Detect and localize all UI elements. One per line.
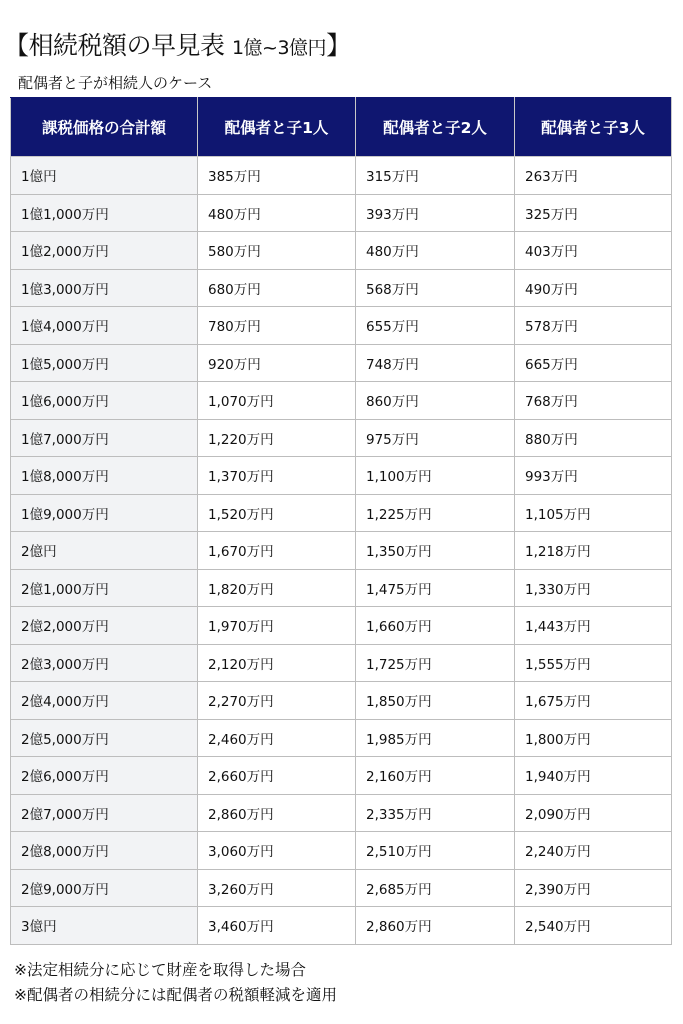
taxable-amount-cell: 1億7,000万円 — [11, 419, 198, 457]
tax-amount-cell: 975万円 — [356, 419, 515, 457]
tax-amount-cell: 860万円 — [356, 382, 515, 420]
footnote: ※配偶者の相続分には配偶者の税額軽減を適用 — [14, 986, 337, 1004]
taxable-amount-cell: 2億7,000万円 — [11, 794, 198, 832]
tax-amount-cell: 920万円 — [198, 344, 356, 382]
tax-amount-cell: 1,675万円 — [515, 682, 672, 720]
header-spouse-2-children: 配偶者と子2人 — [356, 98, 515, 157]
tax-amount-cell: 1,475万円 — [356, 569, 515, 607]
tax-amount-cell: 1,725万円 — [356, 644, 515, 682]
table-row — [11, 457, 672, 495]
table-row — [11, 269, 672, 307]
tax-amount-cell: 1,070万円 — [198, 382, 356, 420]
tax-amount-cell: 1,443万円 — [515, 607, 672, 645]
tax-amount-cell: 1,218万円 — [515, 532, 672, 570]
tax-amount-cell: 1,985万円 — [356, 719, 515, 757]
taxable-amount-cell: 1億4,000万円 — [11, 307, 198, 345]
tax-amount-cell: 3,460万円 — [198, 907, 356, 945]
tax-amount-cell: 2,160万円 — [356, 757, 515, 795]
tax-amount-cell: 568万円 — [356, 269, 515, 307]
tax-amount-cell: 1,370万円 — [198, 457, 356, 495]
header-spouse-1-child: 配偶者と子1人 — [198, 98, 356, 157]
tax-amount-cell: 1,350万円 — [356, 532, 515, 570]
tax-amount-cell: 2,270万円 — [198, 682, 356, 720]
tax-amount-cell: 263万円 — [515, 157, 672, 195]
table-row — [11, 194, 672, 232]
title-range: 1億~3億円 — [231, 37, 327, 59]
tax-amount-cell: 1,220万円 — [198, 419, 356, 457]
taxable-amount-cell: 1億3,000万円 — [11, 269, 198, 307]
tax-amount-cell: 393万円 — [356, 194, 515, 232]
tax-amount-cell: 2,540万円 — [515, 907, 672, 945]
table-row — [11, 344, 672, 382]
tax-amount-cell: 2,510万円 — [356, 832, 515, 870]
tax-amount-cell: 1,555万円 — [515, 644, 672, 682]
tax-amount-cell: 2,335万円 — [356, 794, 515, 832]
taxable-amount-cell: 1億2,000万円 — [11, 232, 198, 270]
page-title — [4, 26, 351, 62]
tax-table — [10, 97, 672, 945]
tax-amount-cell: 1,800万円 — [515, 719, 672, 757]
tax-amount-cell: 2,120万円 — [198, 644, 356, 682]
taxable-amount-cell: 2億6,000万円 — [11, 757, 198, 795]
taxable-amount-cell: 2億4,000万円 — [11, 682, 198, 720]
footnote: ※法定相続分に応じて財産を取得した場合 — [14, 961, 306, 979]
table-row — [11, 419, 672, 457]
table-row — [11, 794, 672, 832]
title-close: 】 — [326, 31, 351, 60]
tax-amount-cell: 1,970万円 — [198, 607, 356, 645]
tax-amount-cell: 578万円 — [515, 307, 672, 345]
table-row — [11, 157, 672, 195]
footnotes — [14, 958, 337, 1008]
tax-amount-cell: 1,940万円 — [515, 757, 672, 795]
tax-amount-cell: 1,670万円 — [198, 532, 356, 570]
table-row — [11, 907, 672, 945]
table-row — [11, 382, 672, 420]
taxable-amount-cell: 1億1,000万円 — [11, 194, 198, 232]
taxable-amount-cell: 1億8,000万円 — [11, 457, 198, 495]
tax-amount-cell: 780万円 — [198, 307, 356, 345]
tax-amount-cell: 2,660万円 — [198, 757, 356, 795]
tax-amount-cell: 665万円 — [515, 344, 672, 382]
tax-amount-cell: 1,100万円 — [356, 457, 515, 495]
tax-amount-cell: 1,850万円 — [356, 682, 515, 720]
taxable-amount-cell: 2億1,000万円 — [11, 569, 198, 607]
taxable-amount-cell: 2億円 — [11, 532, 198, 570]
table-caption: 配偶者と子が相続人のケース — [18, 74, 213, 92]
table-row — [11, 682, 672, 720]
tax-amount-cell: 490万円 — [515, 269, 672, 307]
table-header-row — [11, 98, 672, 157]
tax-amount-cell: 1,105万円 — [515, 494, 672, 532]
taxable-amount-cell: 1億6,000万円 — [11, 382, 198, 420]
tax-amount-cell: 1,820万円 — [198, 569, 356, 607]
tax-amount-cell: 480万円 — [198, 194, 356, 232]
tax-amount-cell: 3,260万円 — [198, 869, 356, 907]
table-row — [11, 494, 672, 532]
tax-amount-cell: 1,225万円 — [356, 494, 515, 532]
tax-amount-cell: 325万円 — [515, 194, 672, 232]
tax-amount-cell: 2,860万円 — [356, 907, 515, 945]
tax-amount-cell: 2,860万円 — [198, 794, 356, 832]
tax-amount-cell: 3,060万円 — [198, 832, 356, 870]
taxable-amount-cell: 2億3,000万円 — [11, 644, 198, 682]
table-row — [11, 832, 672, 870]
taxable-amount-cell: 2億9,000万円 — [11, 869, 198, 907]
table-row — [11, 232, 672, 270]
taxable-amount-cell: 2億2,000万円 — [11, 607, 198, 645]
table-row — [11, 307, 672, 345]
taxable-amount-cell: 2億8,000万円 — [11, 832, 198, 870]
tax-amount-cell: 403万円 — [515, 232, 672, 270]
table-row — [11, 607, 672, 645]
table-row — [11, 757, 672, 795]
table-row — [11, 569, 672, 607]
header-spouse-3-children: 配偶者と子3人 — [515, 98, 672, 157]
tax-amount-cell: 2,090万円 — [515, 794, 672, 832]
header-taxable-total: 課税価格の合計額 — [11, 98, 198, 157]
tax-amount-cell: 655万円 — [356, 307, 515, 345]
title-main: 【相続税額の早見表 — [4, 31, 232, 60]
tax-amount-cell: 480万円 — [356, 232, 515, 270]
table-row — [11, 644, 672, 682]
tax-amount-cell: 880万円 — [515, 419, 672, 457]
tax-amount-cell: 385万円 — [198, 157, 356, 195]
tax-amount-cell: 315万円 — [356, 157, 515, 195]
tax-amount-cell: 2,390万円 — [515, 869, 672, 907]
tax-amount-cell: 768万円 — [515, 382, 672, 420]
tax-amount-cell: 1,330万円 — [515, 569, 672, 607]
taxable-amount-cell: 1億9,000万円 — [11, 494, 198, 532]
taxable-amount-cell: 1億円 — [11, 157, 198, 195]
tax-amount-cell: 2,460万円 — [198, 719, 356, 757]
tax-amount-cell: 2,685万円 — [356, 869, 515, 907]
taxable-amount-cell: 2億5,000万円 — [11, 719, 198, 757]
tax-amount-cell: 2,240万円 — [515, 832, 672, 870]
table-row — [11, 719, 672, 757]
tax-amount-cell: 1,520万円 — [198, 494, 356, 532]
taxable-amount-cell: 1億5,000万円 — [11, 344, 198, 382]
tax-amount-cell: 748万円 — [356, 344, 515, 382]
taxable-amount-cell: 3億円 — [11, 907, 198, 945]
table-row — [11, 869, 672, 907]
tax-amount-cell: 1,660万円 — [356, 607, 515, 645]
tax-amount-cell: 580万円 — [198, 232, 356, 270]
tax-amount-cell: 993万円 — [515, 457, 672, 495]
table-row — [11, 532, 672, 570]
tax-amount-cell: 680万円 — [198, 269, 356, 307]
